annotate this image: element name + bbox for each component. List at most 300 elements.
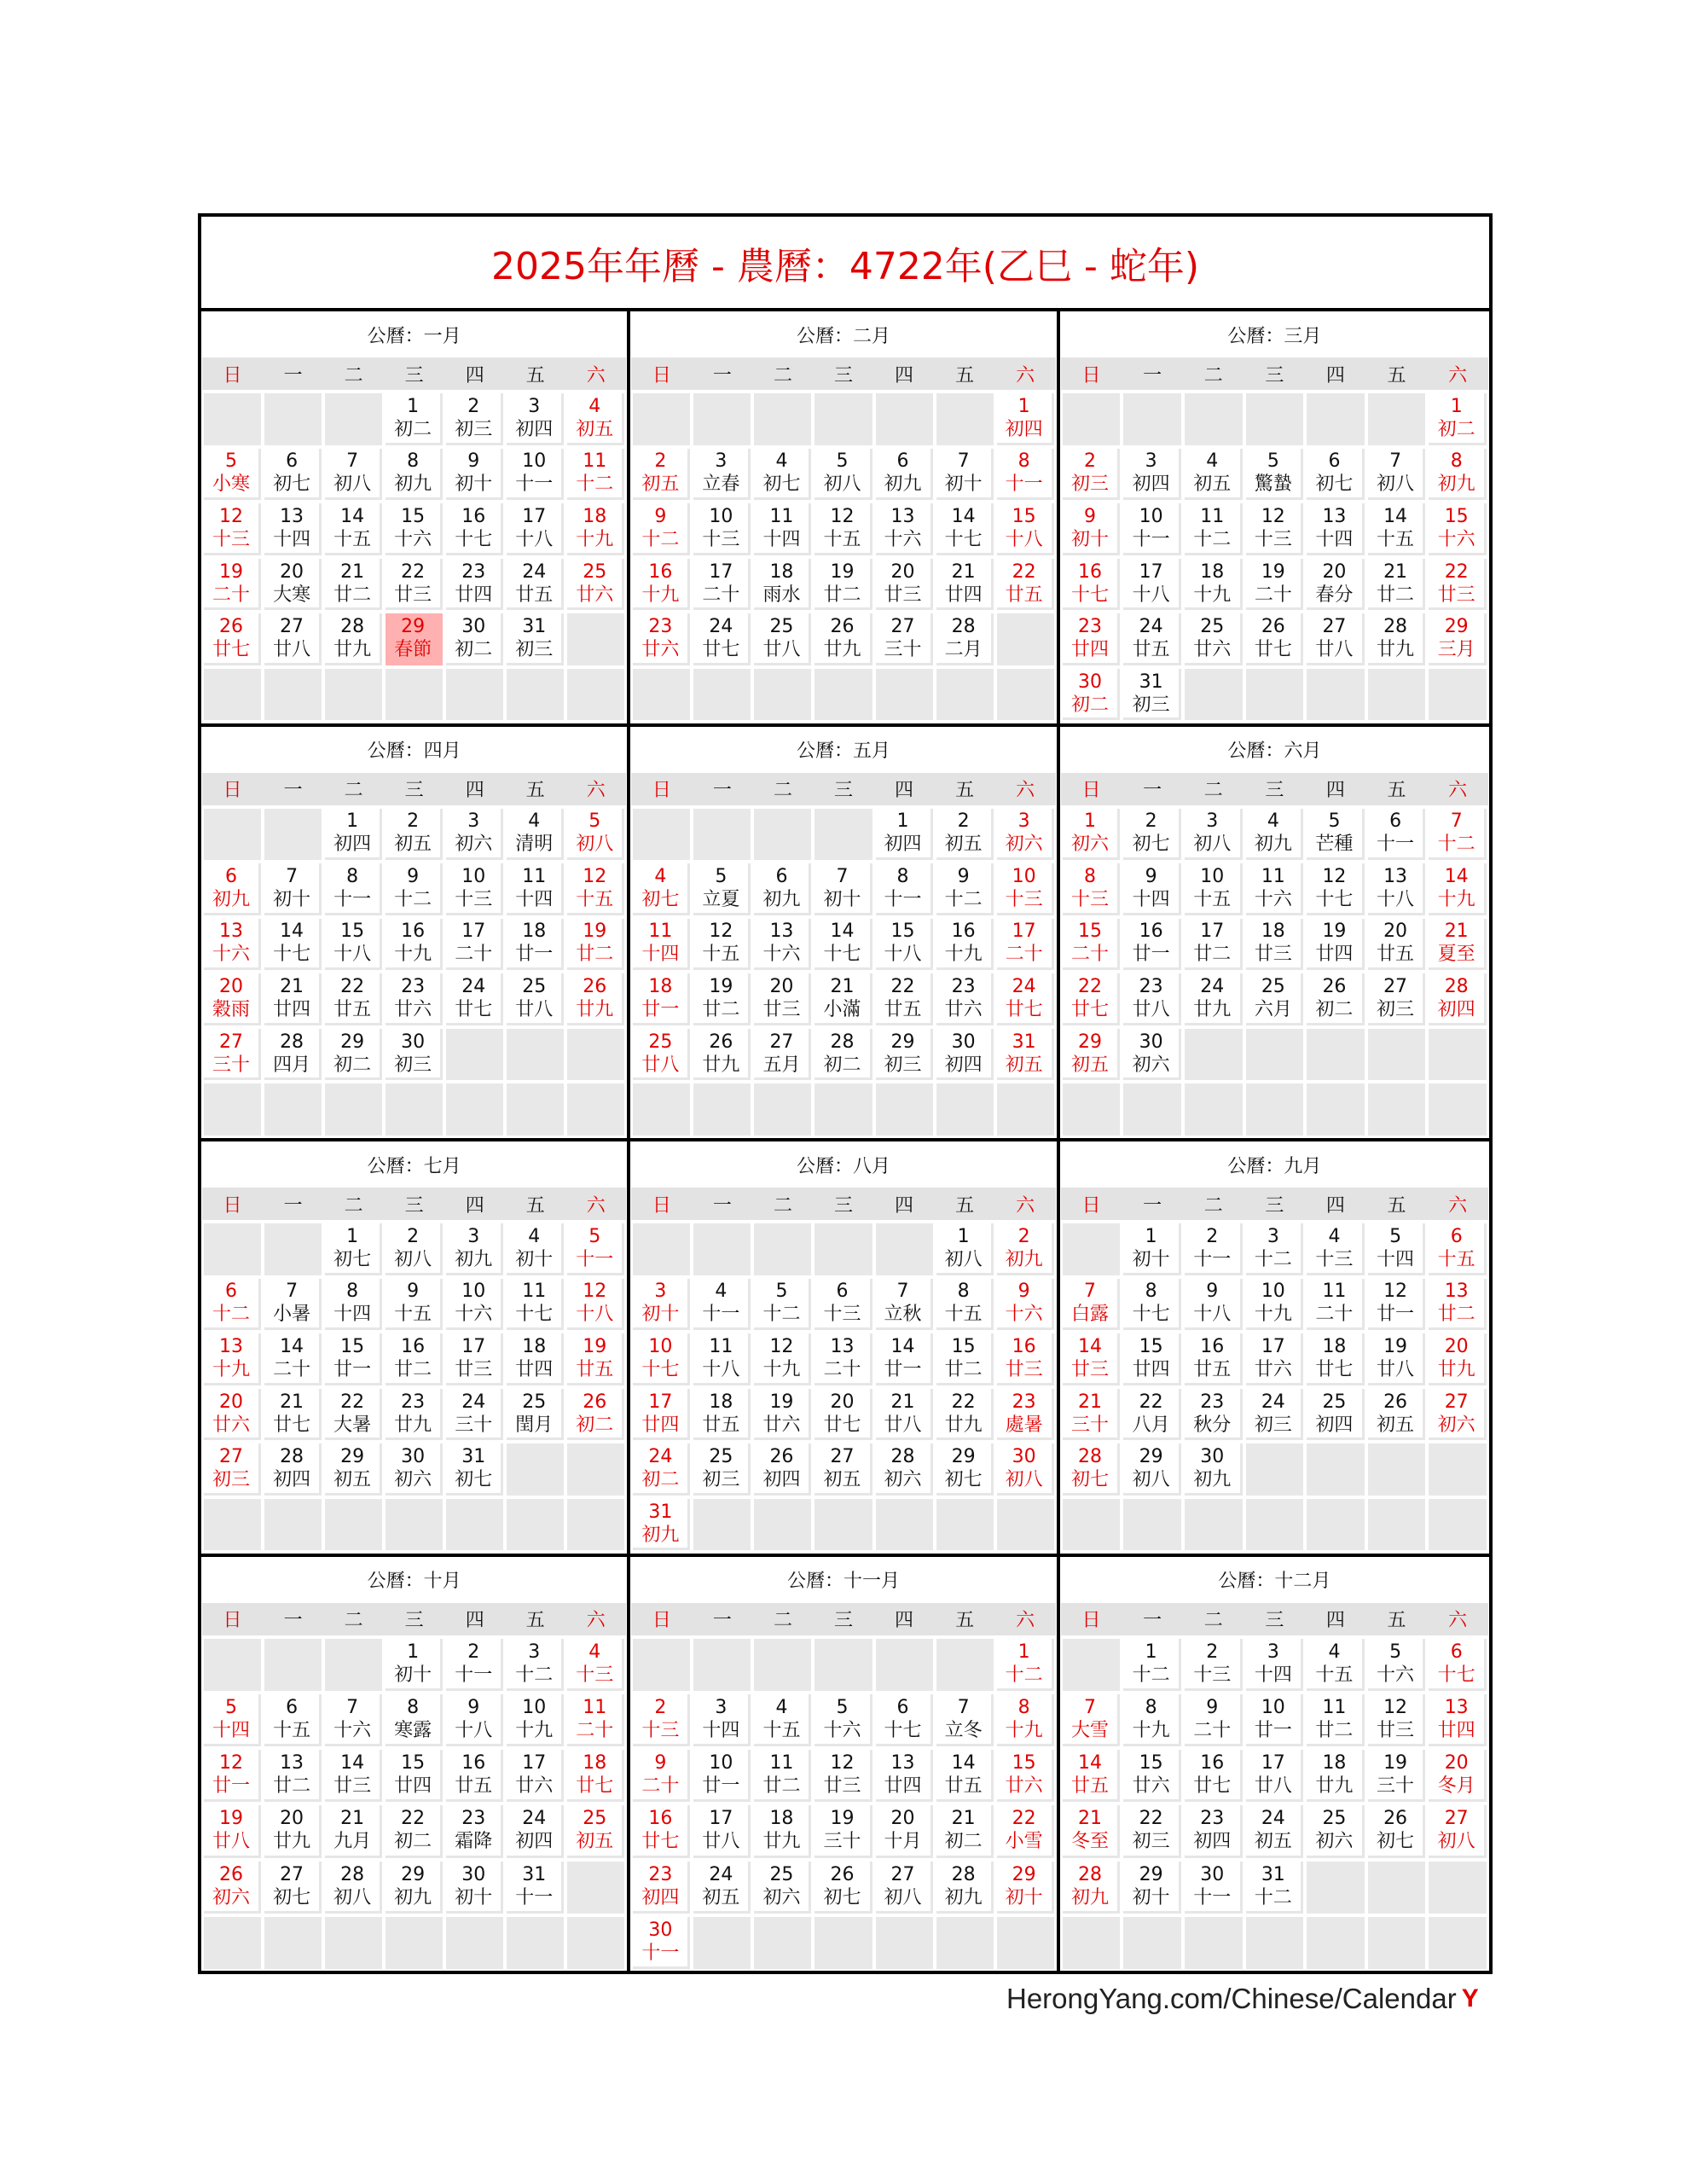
solar-date: 26 — [1383, 1391, 1408, 1413]
lunar-date: 廿三 — [333, 1775, 372, 1798]
solar-date: 24 — [1012, 976, 1036, 998]
day-cell — [633, 1917, 690, 1969]
lunar-date: 十七 — [273, 944, 311, 966]
empty-day-cell — [997, 613, 1054, 665]
lunar-date: 初四 — [1315, 1414, 1354, 1436]
empty-day-cell — [1429, 1917, 1487, 1969]
lunar-date: 十二 — [576, 473, 614, 496]
lunar-date: 十五 — [1377, 528, 1415, 550]
lunar-date: 廿三 — [1254, 944, 1292, 966]
day-cell — [1368, 1750, 1426, 1802]
solar-date: 9 — [1206, 1696, 1219, 1718]
day-cell — [1368, 449, 1426, 501]
month-title: 公曆：八月 — [796, 1155, 890, 1177]
lunar-date: 初七 — [333, 1248, 372, 1270]
solar-date: 21 — [280, 976, 304, 998]
day-cell — [1123, 809, 1181, 861]
day-cell — [1063, 1862, 1121, 1914]
month-block — [630, 727, 1059, 1142]
day-cell — [1368, 863, 1426, 915]
solar-date: 6 — [1389, 810, 1402, 833]
day-cell — [1307, 1333, 1365, 1385]
solar-date: 23 — [648, 1863, 673, 1885]
weekday-label: 六 — [586, 1194, 606, 1217]
lunar-date: 初十 — [641, 1304, 680, 1326]
weekday-label: 六 — [586, 1610, 606, 1631]
solar-date: 17 — [709, 561, 733, 583]
solar-date: 17 — [461, 1335, 486, 1357]
day-cell — [997, 1805, 1054, 1857]
empty-day-cell — [936, 1083, 994, 1136]
empty-day-cell — [633, 669, 690, 721]
solar-date: 29 — [890, 1031, 915, 1053]
day-cell — [386, 1443, 443, 1496]
solar-date: 22 — [1012, 561, 1036, 583]
lunar-date: 二十 — [641, 1775, 680, 1798]
empty-day-cell — [936, 393, 994, 445]
empty-day-cell — [567, 1499, 624, 1551]
lunar-date: 三十 — [884, 639, 922, 661]
weekday-label: 四 — [1325, 1194, 1345, 1217]
day-cell — [567, 503, 624, 555]
lunar-date: 十八 — [333, 944, 372, 966]
day-cell — [693, 863, 751, 915]
lunar-date: 廿七 — [1005, 999, 1043, 1021]
day-cell — [507, 863, 564, 915]
day-cell — [693, 1750, 751, 1802]
lunar-date: 清明 — [515, 834, 554, 856]
day-cell — [1185, 449, 1243, 501]
lunar-date: 驚蟄 — [1254, 473, 1292, 496]
day-cell — [325, 1333, 382, 1385]
footer-link[interactable]: HerongYang.com/Chinese/Calendar — [1006, 1983, 1457, 2014]
month-title: 公曆：十二月 — [1218, 1571, 1331, 1592]
solar-date: 4 — [1328, 1225, 1341, 1247]
day-cell — [325, 1862, 382, 1914]
solar-date: 3 — [1267, 1641, 1279, 1663]
lunar-date: 初四 — [762, 1469, 801, 1491]
day-cell — [936, 1389, 994, 1441]
day-cell — [446, 503, 503, 555]
day-cell — [1246, 1389, 1304, 1441]
lunar-date: 初八 — [576, 834, 614, 856]
day-cell — [507, 559, 564, 611]
month-block — [201, 311, 630, 727]
lunar-date: 十七 — [1132, 1304, 1170, 1326]
solar-date: 17 — [522, 1752, 547, 1774]
solar-date: 27 — [890, 616, 915, 638]
lunar-date: 十五 — [944, 1304, 983, 1326]
day-cell — [264, 1750, 322, 1802]
solar-date: 29 — [951, 1446, 976, 1468]
solar-date: 7 — [346, 1696, 359, 1718]
solar-date: 30 — [1139, 1031, 1163, 1053]
solar-date: 15 — [1077, 921, 1102, 943]
lunar-date: 廿五 — [515, 584, 554, 606]
month-title: 公曆：四月 — [367, 741, 461, 762]
day-cell — [936, 1443, 994, 1496]
day-cell — [1246, 1862, 1304, 1914]
day-cell — [1307, 613, 1365, 665]
day-cell — [325, 1389, 382, 1441]
lunar-date: 十四 — [1315, 528, 1354, 550]
lunar-date: 十七 — [515, 1304, 554, 1326]
solar-date: 4 — [1267, 810, 1279, 833]
day-cell — [997, 1750, 1054, 1802]
weekday-label: 三 — [404, 1610, 424, 1631]
lunar-date: 十四 — [641, 944, 680, 966]
empty-day-cell — [507, 1083, 564, 1136]
solar-date: 31 — [1012, 1031, 1036, 1053]
solar-date: 14 — [1077, 1335, 1102, 1357]
weekday-label: 六 — [586, 780, 606, 801]
day-grid — [201, 390, 627, 723]
solar-date: 24 — [1261, 1391, 1285, 1413]
solar-date: 5 — [225, 1696, 238, 1718]
solar-date: 4 — [1206, 450, 1219, 473]
day-cell — [567, 1639, 624, 1691]
empty-day-cell — [264, 1639, 322, 1691]
day-cell — [1185, 613, 1243, 665]
lunar-date: 初七 — [273, 1886, 311, 1908]
day-cell — [693, 973, 751, 1025]
lunar-date: 十三 — [702, 528, 740, 550]
day-cell — [1368, 1805, 1426, 1857]
empty-day-cell — [633, 809, 690, 861]
day-cell — [567, 1750, 624, 1802]
solar-date: 3 — [528, 1641, 541, 1663]
day-cell — [325, 1279, 382, 1331]
empty-day-cell — [936, 1499, 994, 1551]
lunar-date: 二月 — [944, 639, 983, 661]
lunar-date: 廿三 — [1005, 1358, 1043, 1380]
solar-date: 3 — [467, 1225, 480, 1247]
lunar-date: 十一 — [1132, 528, 1170, 550]
day-cell — [325, 613, 382, 665]
day-cell — [1185, 919, 1243, 971]
day-cell — [325, 559, 382, 611]
day-grid — [1060, 805, 1489, 1139]
solar-date: 11 — [522, 865, 547, 887]
lunar-date: 十月 — [884, 1831, 922, 1853]
solar-date: 29 — [1012, 1863, 1036, 1885]
weekday-label: 一 — [1143, 1610, 1162, 1631]
day-cell — [1368, 1639, 1426, 1691]
lunar-date: 夏至 — [1437, 944, 1475, 966]
solar-date: 7 — [836, 865, 849, 887]
day-cell — [1185, 1862, 1243, 1914]
day-cell — [264, 1029, 322, 1081]
lunar-date: 廿六 — [762, 1414, 801, 1436]
lunar-date: 十三 — [1193, 1664, 1232, 1686]
day-cell — [1123, 1279, 1181, 1331]
lunar-date: 十五 — [273, 1719, 311, 1741]
lunar-date: 十八 — [1377, 888, 1415, 910]
solar-date: 18 — [583, 1752, 607, 1774]
weekday-label: 四 — [465, 1610, 484, 1631]
day-cell — [693, 1443, 751, 1496]
lunar-date: 十四 — [515, 888, 554, 910]
lunar-date: 初五 — [576, 1831, 614, 1853]
day-cell — [446, 919, 503, 971]
lunar-date: 初八 — [394, 1248, 432, 1270]
solar-date: 8 — [1083, 865, 1096, 887]
lunar-date: 四月 — [273, 1054, 311, 1076]
lunar-date: 初四 — [1437, 999, 1475, 1021]
day-cell — [633, 559, 690, 611]
day-cell — [754, 1805, 811, 1857]
empty-day-cell — [876, 393, 933, 445]
lunar-date: 廿二 — [394, 1358, 432, 1380]
empty-day-cell — [693, 809, 751, 861]
solar-date: 22 — [1139, 1391, 1163, 1413]
day-cell — [446, 393, 503, 445]
solar-date: 15 — [1139, 1752, 1163, 1774]
day-cell — [446, 1333, 503, 1385]
solar-date: 23 — [1139, 976, 1163, 998]
day-grid — [201, 1635, 627, 1972]
day-cell — [997, 919, 1054, 971]
empty-day-cell — [1368, 1862, 1426, 1914]
weekday-label: 日 — [223, 780, 242, 801]
day-cell — [1185, 1805, 1243, 1857]
weekday-label: 一 — [283, 1610, 303, 1631]
day-cell — [997, 1333, 1054, 1385]
solar-date: 7 — [957, 450, 970, 473]
day-cell — [876, 1333, 933, 1385]
weekday-label: 一 — [712, 1194, 732, 1217]
solar-date: 25 — [648, 1031, 673, 1053]
solar-date: 4 — [775, 450, 788, 473]
solar-date: 15 — [1012, 1752, 1036, 1774]
solar-date: 29 — [340, 1446, 365, 1468]
lunar-date: 初三 — [515, 639, 554, 661]
day-cell — [876, 1279, 933, 1331]
day-cell — [754, 1443, 811, 1496]
lunar-date: 廿三 — [394, 584, 432, 606]
solar-date: 30 — [1077, 671, 1102, 693]
lunar-date: 十六 — [212, 944, 251, 966]
lunar-date: 春節 — [394, 639, 432, 661]
day-grid — [1060, 1220, 1489, 1554]
month-block — [201, 1141, 630, 1557]
solar-date: 12 — [709, 921, 733, 943]
empty-day-cell — [936, 1917, 994, 1969]
lunar-date: 廿五 — [1070, 1775, 1109, 1798]
site-logo-icon: Y — [1461, 1984, 1479, 2013]
day-cell — [264, 1805, 322, 1857]
lunar-date: 廿五 — [1005, 584, 1043, 606]
solar-date: 15 — [340, 921, 365, 943]
day-cell — [264, 863, 322, 915]
lunar-date: 初五 — [394, 834, 432, 856]
solar-date: 1 — [1017, 1641, 1030, 1663]
solar-date: 25 — [583, 561, 607, 583]
empty-day-cell — [1368, 1083, 1426, 1136]
lunar-date: 處暑 — [1005, 1414, 1043, 1436]
lunar-date: 十三 — [455, 888, 493, 910]
lunar-date: 初三 — [702, 1469, 740, 1491]
day-cell — [633, 1443, 690, 1496]
day-cell — [204, 503, 261, 555]
solar-date: 25 — [769, 616, 794, 638]
day-cell — [264, 1862, 322, 1914]
day-cell — [693, 1805, 751, 1857]
weekday-label: 五 — [955, 780, 975, 801]
lunar-date: 十二 — [1254, 1886, 1292, 1908]
calendar-frame — [198, 213, 1493, 1974]
lunar-date: 初二 — [944, 1831, 983, 1853]
lunar-date: 初七 — [641, 888, 680, 910]
day-cell — [1185, 863, 1243, 915]
lunar-date: 初二 — [641, 1469, 680, 1491]
solar-date: 26 — [583, 1391, 607, 1413]
lunar-date: 廿三 — [1437, 584, 1475, 606]
empty-day-cell — [1429, 1029, 1487, 1081]
lunar-date: 初六 — [1437, 1414, 1475, 1436]
lunar-date: 春分 — [1315, 584, 1354, 606]
solar-date: 20 — [890, 1808, 915, 1830]
solar-date: 14 — [890, 1335, 915, 1357]
lunar-date: 十八 — [1005, 528, 1043, 550]
lunar-date: 大寒 — [273, 584, 311, 606]
day-cell — [1063, 449, 1121, 501]
empty-day-cell — [1123, 1499, 1181, 1551]
day-cell — [693, 503, 751, 555]
day-cell — [815, 1694, 872, 1746]
day-cell — [754, 919, 811, 971]
day-cell — [264, 613, 322, 665]
weekday-label: 三 — [833, 1194, 853, 1217]
lunar-date: 廿六 — [515, 1775, 554, 1798]
lunar-date: 十五 — [1437, 1248, 1475, 1270]
day-cell — [325, 503, 382, 555]
solar-date: 2 — [1206, 1641, 1219, 1663]
lunar-date: 廿五 — [455, 1775, 493, 1798]
lunar-date: 初三 — [212, 1469, 251, 1491]
day-cell — [386, 1694, 443, 1746]
solar-date: 21 — [1444, 921, 1469, 943]
solar-date: 16 — [648, 1808, 673, 1830]
solar-date: 13 — [280, 1752, 304, 1774]
empty-day-cell — [264, 1499, 322, 1551]
empty-day-cell — [204, 1223, 261, 1275]
lunar-date: 廿二 — [273, 1775, 311, 1798]
weekday-label: 日 — [223, 1194, 242, 1217]
weekday-label: 四 — [1325, 364, 1345, 386]
solar-date: 21 — [1383, 561, 1408, 583]
lunar-date: 十四 — [762, 528, 801, 550]
empty-day-cell — [1429, 1083, 1487, 1136]
month-title: 公曆：九月 — [1227, 1155, 1322, 1177]
lunar-date: 二十 — [212, 584, 251, 606]
solar-date: 25 — [1261, 976, 1285, 998]
day-cell — [264, 1443, 322, 1496]
lunar-date: 初十 — [515, 1248, 554, 1270]
day-cell — [1185, 809, 1243, 861]
day-cell — [567, 1389, 624, 1441]
day-cell — [1185, 1443, 1243, 1496]
empty-day-cell — [325, 1917, 382, 1969]
day-cell — [325, 973, 382, 1025]
weekday-header — [631, 773, 1055, 805]
lunar-date: 十六 — [884, 528, 922, 550]
solar-date: 1 — [1145, 1225, 1157, 1247]
lunar-date: 初七 — [455, 1469, 493, 1491]
day-cell — [1246, 1223, 1304, 1275]
day-cell — [567, 1279, 624, 1331]
lunar-date: 初五 — [1254, 1831, 1292, 1853]
empty-day-cell — [1307, 1443, 1365, 1496]
day-cell — [446, 809, 503, 861]
day-cell — [1368, 613, 1426, 665]
lunar-date: 初六 — [762, 1886, 801, 1908]
day-cell — [446, 1750, 503, 1802]
solar-date: 30 — [401, 1446, 426, 1468]
empty-day-cell — [567, 613, 624, 665]
empty-day-cell — [1429, 1443, 1487, 1496]
month-block — [1060, 311, 1489, 727]
solar-date: 23 — [1077, 616, 1102, 638]
day-cell — [1123, 449, 1181, 501]
empty-day-cell — [1063, 1499, 1121, 1551]
solar-date: 26 — [219, 1863, 244, 1885]
empty-day-cell — [936, 1639, 994, 1691]
lunar-date: 初六 — [1005, 834, 1043, 856]
lunar-date: 十九 — [762, 1358, 801, 1380]
day-cell — [1185, 1223, 1243, 1275]
solar-date: 23 — [1200, 1808, 1225, 1830]
solar-date: 29 — [1139, 1863, 1163, 1885]
day-cell — [386, 559, 443, 611]
day-cell — [1246, 1750, 1304, 1802]
solar-date: 31 — [648, 1501, 673, 1523]
day-cell — [204, 1389, 261, 1441]
solar-date: 11 — [1200, 505, 1225, 527]
lunar-date: 廿四 — [1315, 944, 1354, 966]
solar-date: 25 — [1200, 616, 1225, 638]
lunar-date: 初四 — [641, 1886, 680, 1908]
solar-date: 4 — [715, 1281, 728, 1303]
solar-date: 26 — [709, 1031, 733, 1053]
day-cell — [1307, 1639, 1365, 1691]
day-cell — [1368, 809, 1426, 861]
lunar-date: 十九 — [212, 1358, 251, 1380]
lunar-date: 十三 — [212, 528, 251, 550]
solar-date: 8 — [1017, 450, 1030, 473]
day-cell — [936, 809, 994, 861]
solar-date: 30 — [401, 1031, 426, 1053]
solar-date: 21 — [340, 561, 365, 583]
day-cell — [446, 613, 503, 665]
solar-date: 15 — [890, 921, 915, 943]
lunar-date: 十八 — [884, 944, 922, 966]
day-cell — [876, 863, 933, 915]
day-cell — [1307, 809, 1365, 861]
day-cell — [1307, 1694, 1365, 1746]
day-cell — [936, 1279, 994, 1331]
empty-day-cell — [1307, 393, 1365, 445]
weekday-label: 五 — [1387, 1194, 1406, 1217]
lunar-date: 九月 — [333, 1831, 372, 1853]
solar-date: 1 — [346, 810, 359, 833]
solar-date: 26 — [830, 616, 855, 638]
solar-date: 10 — [461, 1281, 486, 1303]
day-cell — [507, 1223, 564, 1275]
solar-date: 11 — [1322, 1281, 1347, 1303]
day-cell — [815, 1389, 872, 1441]
solar-date: 24 — [1139, 616, 1163, 638]
